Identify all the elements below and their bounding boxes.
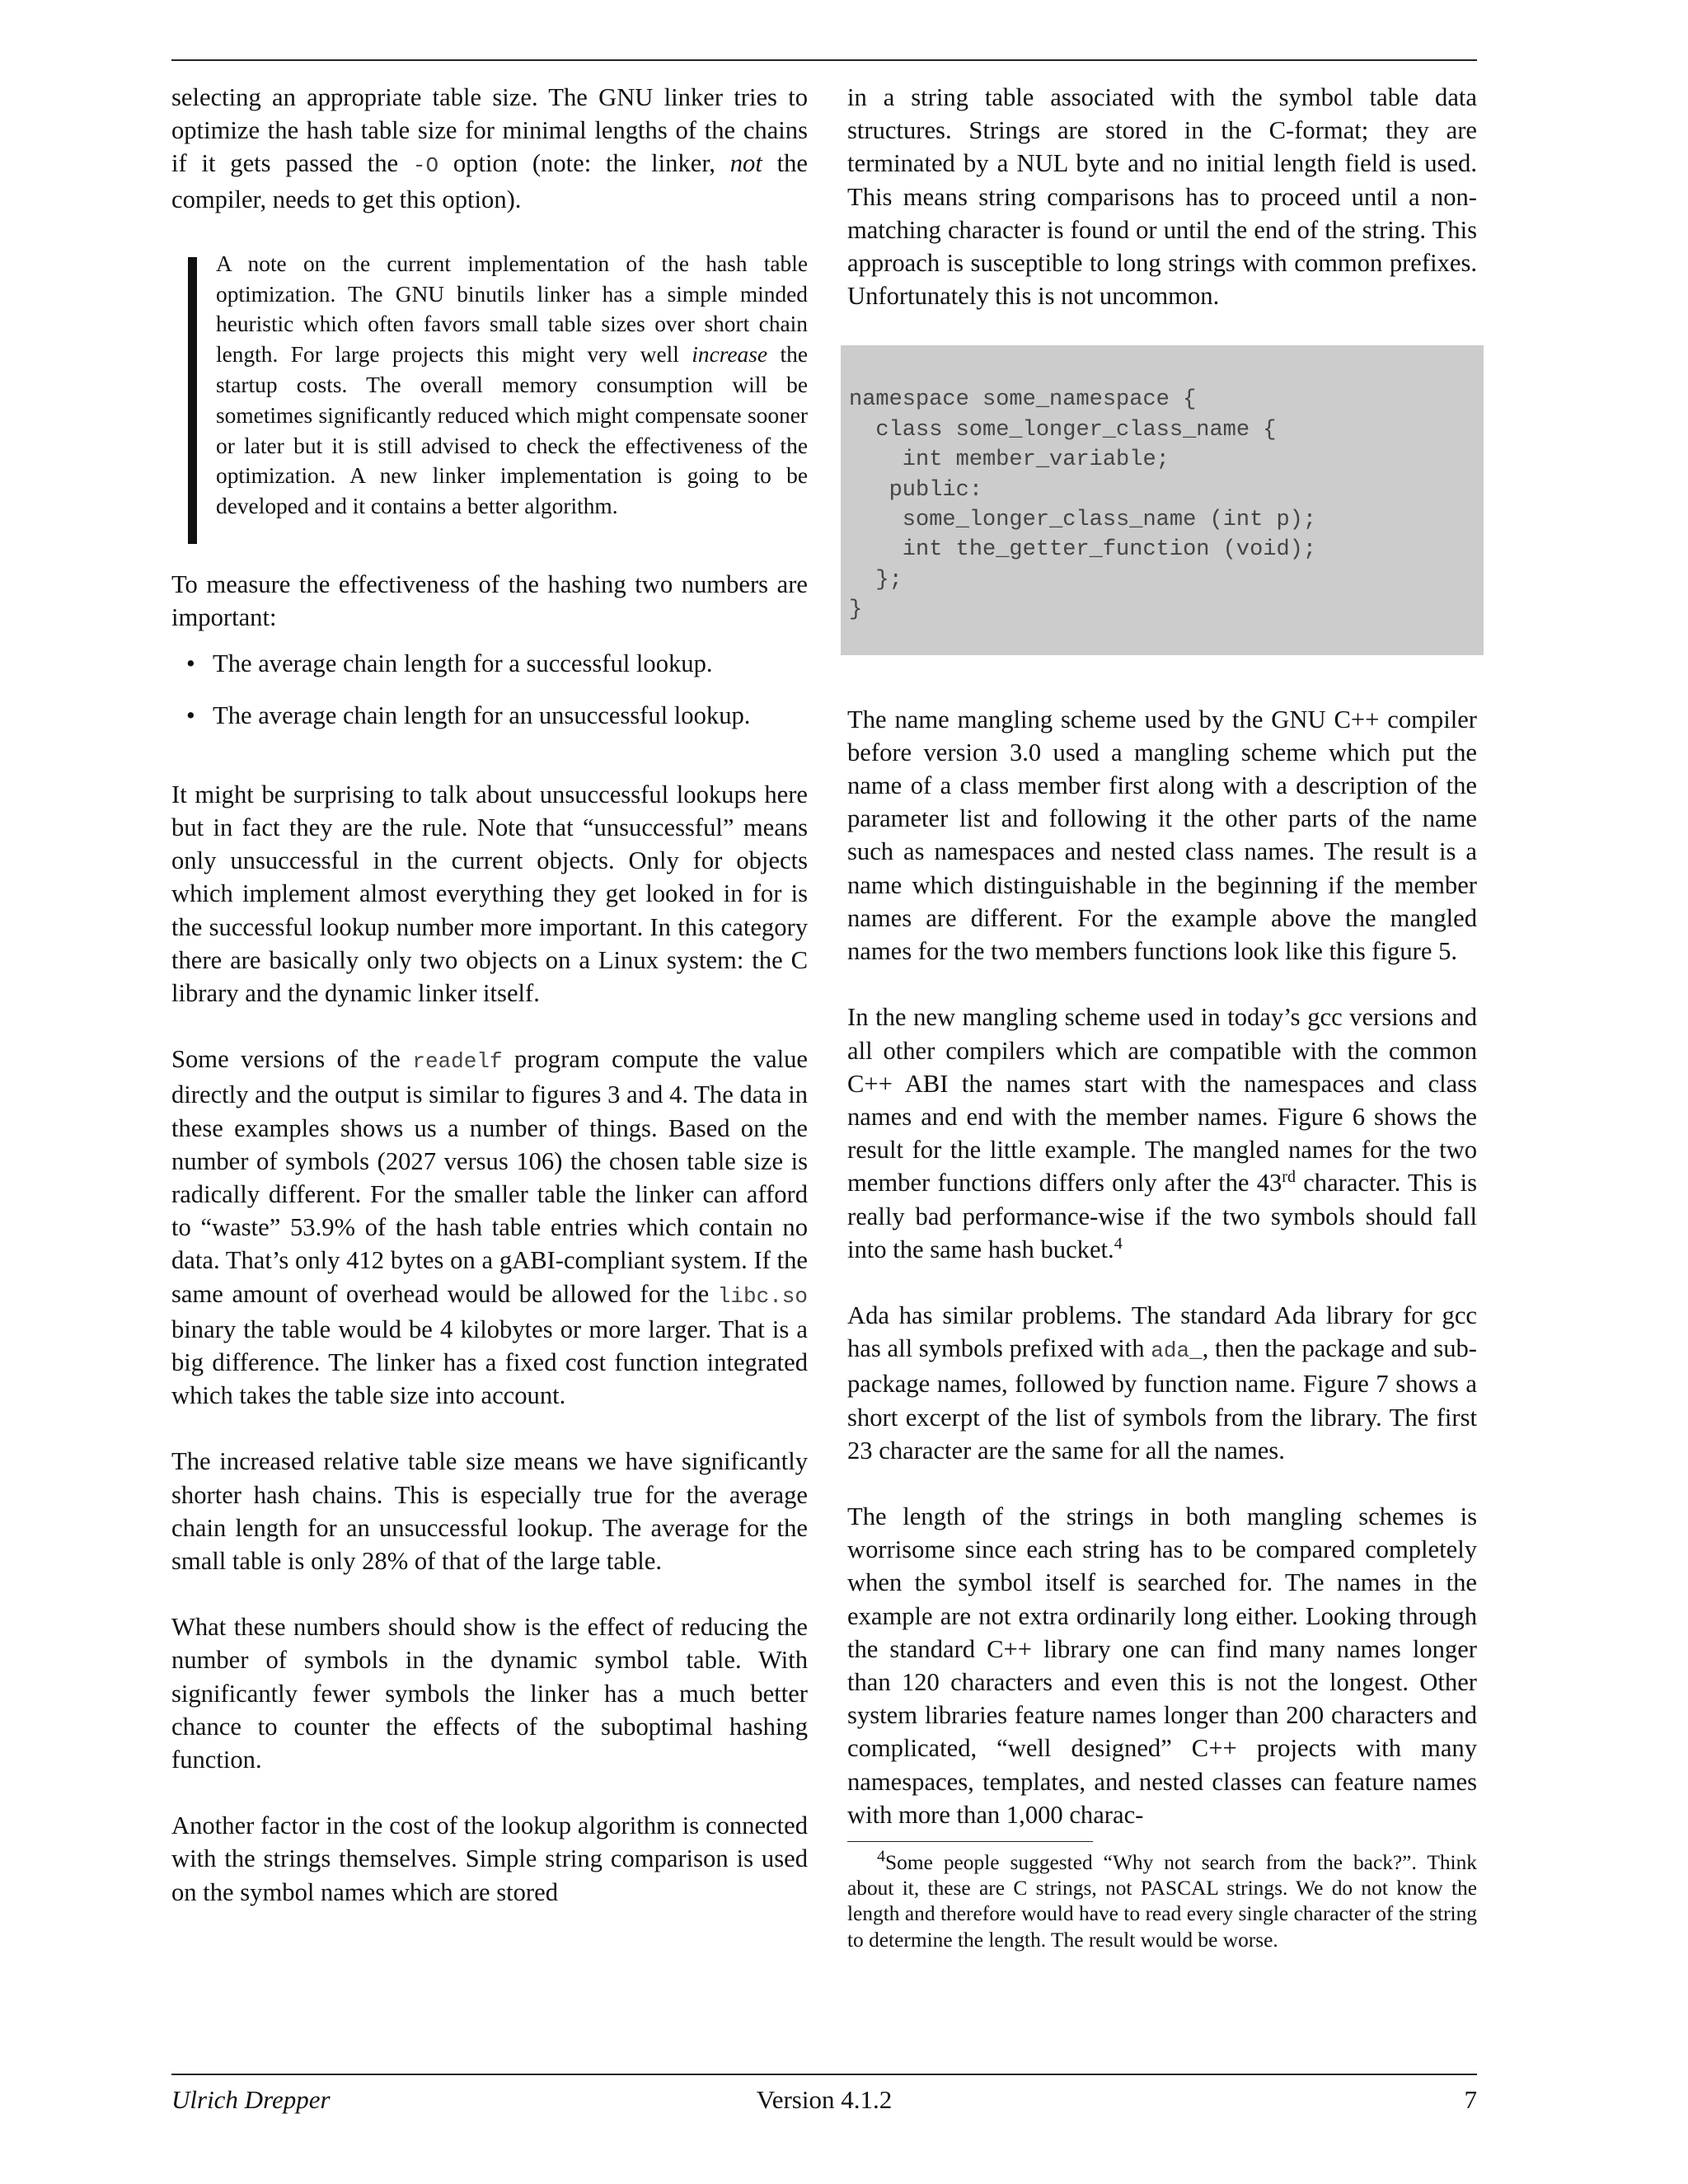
footer-version: Version 4.1.2 xyxy=(756,2085,893,2114)
paragraph-string-length: The length of the strings in both mangling schemes is worrisome since each string has to be compared completely when the symbol itself is searched for. The names in the example are not extra ordinarily long either. Looking through the standard C++ library one can find many names longer than 120 characters and even this is not the longest. Other system libraries feature names longer than 200 characters and complicated, “well designed” C++ projects with many namespaces, templates, and nested classes can feature names with more than 1,000 charac- xyxy=(847,1502,1477,1829)
code-example-block: namespace some_namespace { class some_longer_class_name { int member_variable; public: some_longer_class_name (int p); int the_getter_function (void); }; } xyxy=(841,345,1484,654)
inline-code: libc.so xyxy=(717,1283,808,1309)
paragraph-hash-table-size: selecting an appropriate table size. The GNU linker tries to optimize the hash table size for minimal lengths of the chains if it gets passed the -O option (note: the linker, not the compiler, needs to get this option). xyxy=(171,83,808,213)
paragraph-old-mangling: The name mangling scheme used by the GNU C++ compiler before version 3.0 used a mangling scheme which put the name of a class member first along with a description of the parameter list and following it the other parts of the name such as namespaces and nested class names. The result is a name which distinguishable in the beginning if the member names are different. For the example above the mangled names for the two members functions look like this figure 5. xyxy=(847,705,1477,966)
paragraph-string-cost: Another factor in the cost of the lookup algorithm is connected with the strings themselves. Simple string comparison is used on the symbol names which are stored xyxy=(171,1811,808,1906)
page-footer xyxy=(171,2085,1477,2118)
footer-author: Ulrich Drepper xyxy=(171,2085,331,2114)
inline-code: ada_ xyxy=(1151,1338,1203,1364)
bullet-list xyxy=(171,647,808,731)
paragraph-ada: Ada has similar problems. The standard Ada library for gcc has all symbols prefixed with ada_, then the package and sub-package names, followed by function name. Figure 7 shows a short excerpt of the list of symbols from the library. The first 23 character are the same for all the names. xyxy=(847,1301,1477,1465)
implementation-note: A note on the current implementation of the hash table optimization. The GNU binutils linker has a simple minded heuristic which often favors small table sizes over short chain length. For large projects this might very well increase the startup costs. The overall memory consumption will be sometimes significantly reduced which might compensate sooner or later but it is still advised to check the effectiveness of the optimization. A new linker implementation is going to be developed and it contains a better algorithm. xyxy=(188,249,808,522)
left-column xyxy=(171,81,808,1942)
paragraph-readelf: Some versions of the readelf program compute the value directly and the output is similar to figures 3 and 4. The data in these examples shows us a number of things. Based on the number of symbols (2027 versus 106) the chosen table size is radically different. For the smaller table the linker can afford to “waste” 53.9% of the hash table entries which contain no data. That’s only 412 bytes on a gABI-compliant system. If the same amount of overhead would be allowed for the libc.so binary the table would be 4 kilobytes or more larger. That is a big difference. The linker has a fixed cost function integrated which takes the table size into account. xyxy=(171,1045,808,1410)
paragraph-table-size: The increased relative table size means we have significantly shorter hash chains. This is especially true for the average chain length for an unsuccessful lookup. The average for the small table is only 28% of that of the large table. xyxy=(171,1447,808,1576)
bullet-icon: • xyxy=(186,701,195,729)
page-number: 7 xyxy=(1464,2085,1477,2114)
list-item: • The average chain length for an unsuccessful lookup. xyxy=(213,699,808,732)
paragraph-new-mangling: In the new mangling scheme used in today’s gcc versions and all other compilers which are compatible with the common C++ ABI the names start with the namespaces and class names and end with the member names. Figure 6 shows the result for the little example. The mangled names for the two member functions differs only after the 43rd character. This is really bad performance-wise if the two symbols should fall into the same hash bucket.$^4$ xyxy=(847,1003,1477,1263)
footnote-reference: 4 xyxy=(1114,1234,1123,1253)
paragraph-string-table: in a string table associated with the symbol table data structures. Strings are stored in the C-format; they are terminated by a NUL byte and no initial length field is used. This means string comparisons has to proceed until a non-matching character is found or until the end of the string. This approach is susceptible to long strings with common prefixes. Unfortunately this is not uncommon. xyxy=(847,83,1477,311)
paragraph-reducing-symbols: What these numbers should show is the effect of reducing the number of symbols in the dynamic symbol table. With significantly fewer symbols the linker has a much better chance to counter the effects of the suboptimal hashing function. xyxy=(171,1613,808,1774)
right-column xyxy=(847,81,1477,1953)
header-rule xyxy=(171,59,1477,61)
bullet-icon: • xyxy=(186,649,195,678)
inline-code: readelf xyxy=(412,1049,503,1075)
list-item: • The average chain length for a successful lookup. xyxy=(213,647,808,680)
note-sidebar-bar xyxy=(188,257,197,544)
paragraph-unsuccessful-lookups: It might be surprising to talk about unsuccessful lookups here but in fact they are the rule. Note that “unsuccessful” means only unsuccessful in the current objects. Only for objects which implement almost everything they get looked in for is the successful lookup number more important. In this category there are basically only two objects on a Linux system: the C library and the dynamic linker itself. xyxy=(171,780,808,1008)
footnote-rule xyxy=(847,1841,1093,1842)
footnote: $^4$Some people suggested “Why not search from the back?”. Think about it, these are C strings, not PASCAL strings. We do not know the length and therefore would have to read every single character of the string to determine the length. The result would be worse. xyxy=(847,1847,1477,1952)
footer-rule xyxy=(171,2074,1477,2075)
inline-code: -O xyxy=(412,153,439,179)
paragraph-measure-effectiveness: To measure the effectiveness of the hashing two numbers are important: xyxy=(171,569,808,632)
